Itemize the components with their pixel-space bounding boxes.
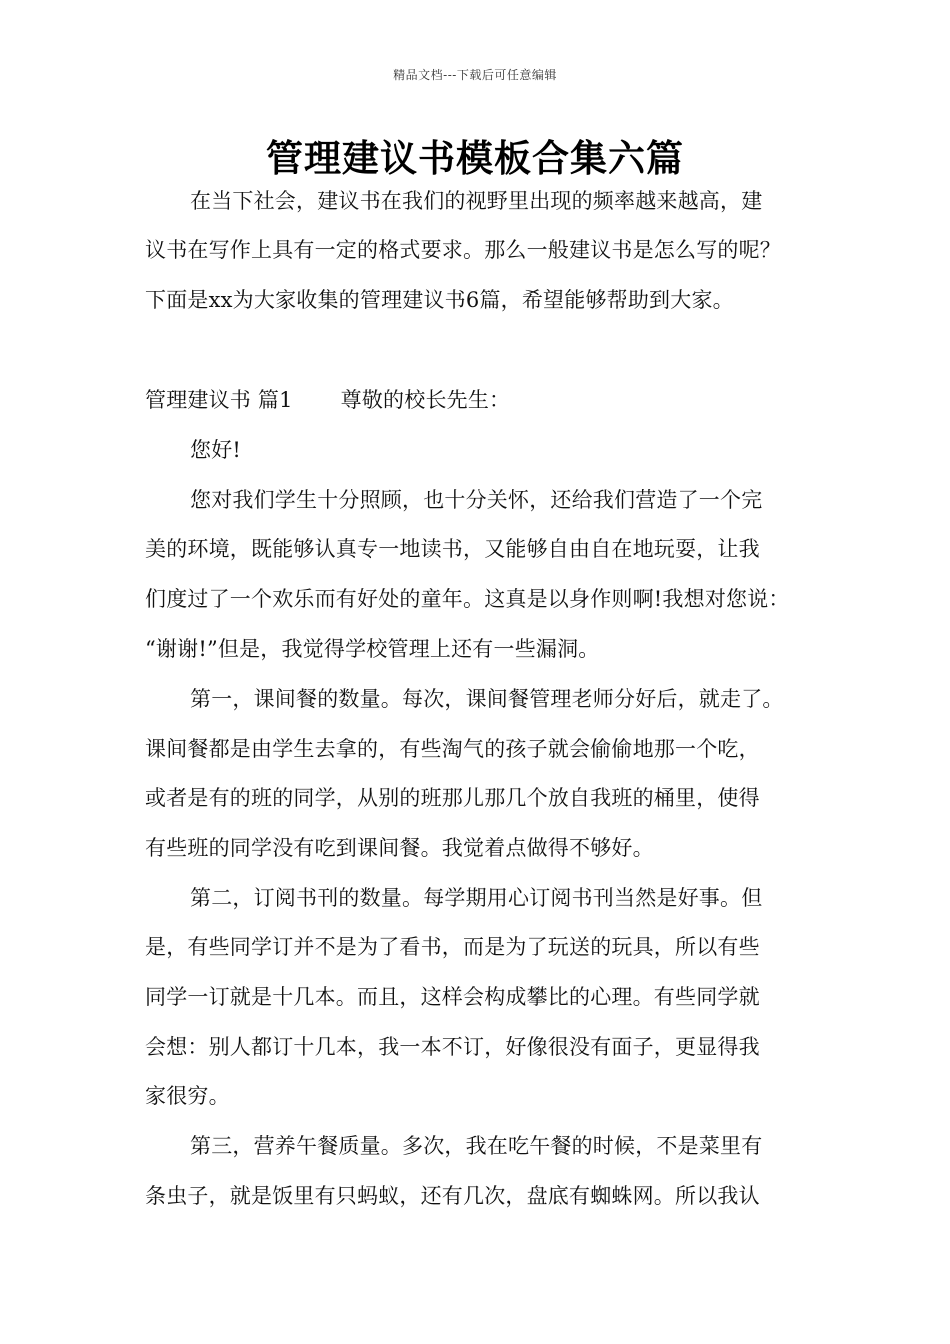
intro-line-1: 在当下社会，建议书在我们的视野里出现的频率越来越高，建	[190, 189, 763, 213]
para1-line-1: 您对我们学生十分照顾，也十分关怀，还给我们营造了一个完	[190, 488, 763, 512]
para2-line-4: 有些班的同学没有吃到课间餐。我觉着点做得不够好。	[145, 836, 654, 860]
intro-line-2: 议书在写作上具有一定的格式要求。那么一般建议书是怎么写的呢？	[145, 238, 781, 262]
section-heading-line	[145, 385, 510, 415]
para1-line-3: 们度过了一个欢乐而有好处的童年。这真是以身作则啊!我想对您说：	[145, 587, 790, 611]
intro-line-3: 下面是xx为大家收集的管理建议书6篇，希望能够帮助到大家。	[145, 288, 734, 312]
greeting: 您好!	[190, 438, 242, 462]
para1-line-2: 美的环境，既能够认真专一地读书，又能够自由自在地玩耍，让我	[145, 537, 760, 561]
para2-line-2: 课间餐都是由学生去拿的，有些淘气的孩子就会偷偷地那一个吃，	[145, 737, 760, 761]
para3-line-5: 家很穷。	[145, 1084, 230, 1108]
page-header: 精品文档---下载后可任意编辑	[393, 68, 557, 82]
document-title: 管理建议书模板合集六篇	[266, 136, 684, 180]
para3-line-1: 第二，订阅书刊的数量。每学期用心订阅书刊当然是好事。但	[190, 886, 763, 910]
para4-line-2: 条虫子，就是饭里有只蚂蚁，还有几次，盘底有蜘蛛网。所以我认	[145, 1184, 760, 1208]
section-heading: 管理建议书 篇1	[145, 388, 293, 412]
para2-line-3: 或者是有的班的同学，从别的班那儿那几个放自我班的桶里，使得	[145, 786, 760, 810]
para2-line-1: 第一，课间餐的数量。每次，课间餐管理老师分好后，就走了。	[190, 687, 784, 711]
para4-line-1: 第三，营养午餐质量。多次，我在吃午餐的时候，不是菜里有	[190, 1134, 763, 1158]
para1-line-4: “谢谢!”但是，我觉得学校管理上还有一些漏洞。	[145, 637, 600, 661]
salutation: 尊敬的校长先生：	[340, 388, 511, 412]
para3-line-3: 同学一订就是十几本。而且，这样会构成攀比的心理。有些同学就	[145, 985, 760, 1009]
para3-line-4: 会想：别人都订十几本，我一本不订，好像很没有面子，更显得我	[145, 1035, 760, 1059]
para3-line-2: 是，有些同学订并不是为了看书，而是为了玩送的玩具，所以有些	[145, 935, 760, 959]
